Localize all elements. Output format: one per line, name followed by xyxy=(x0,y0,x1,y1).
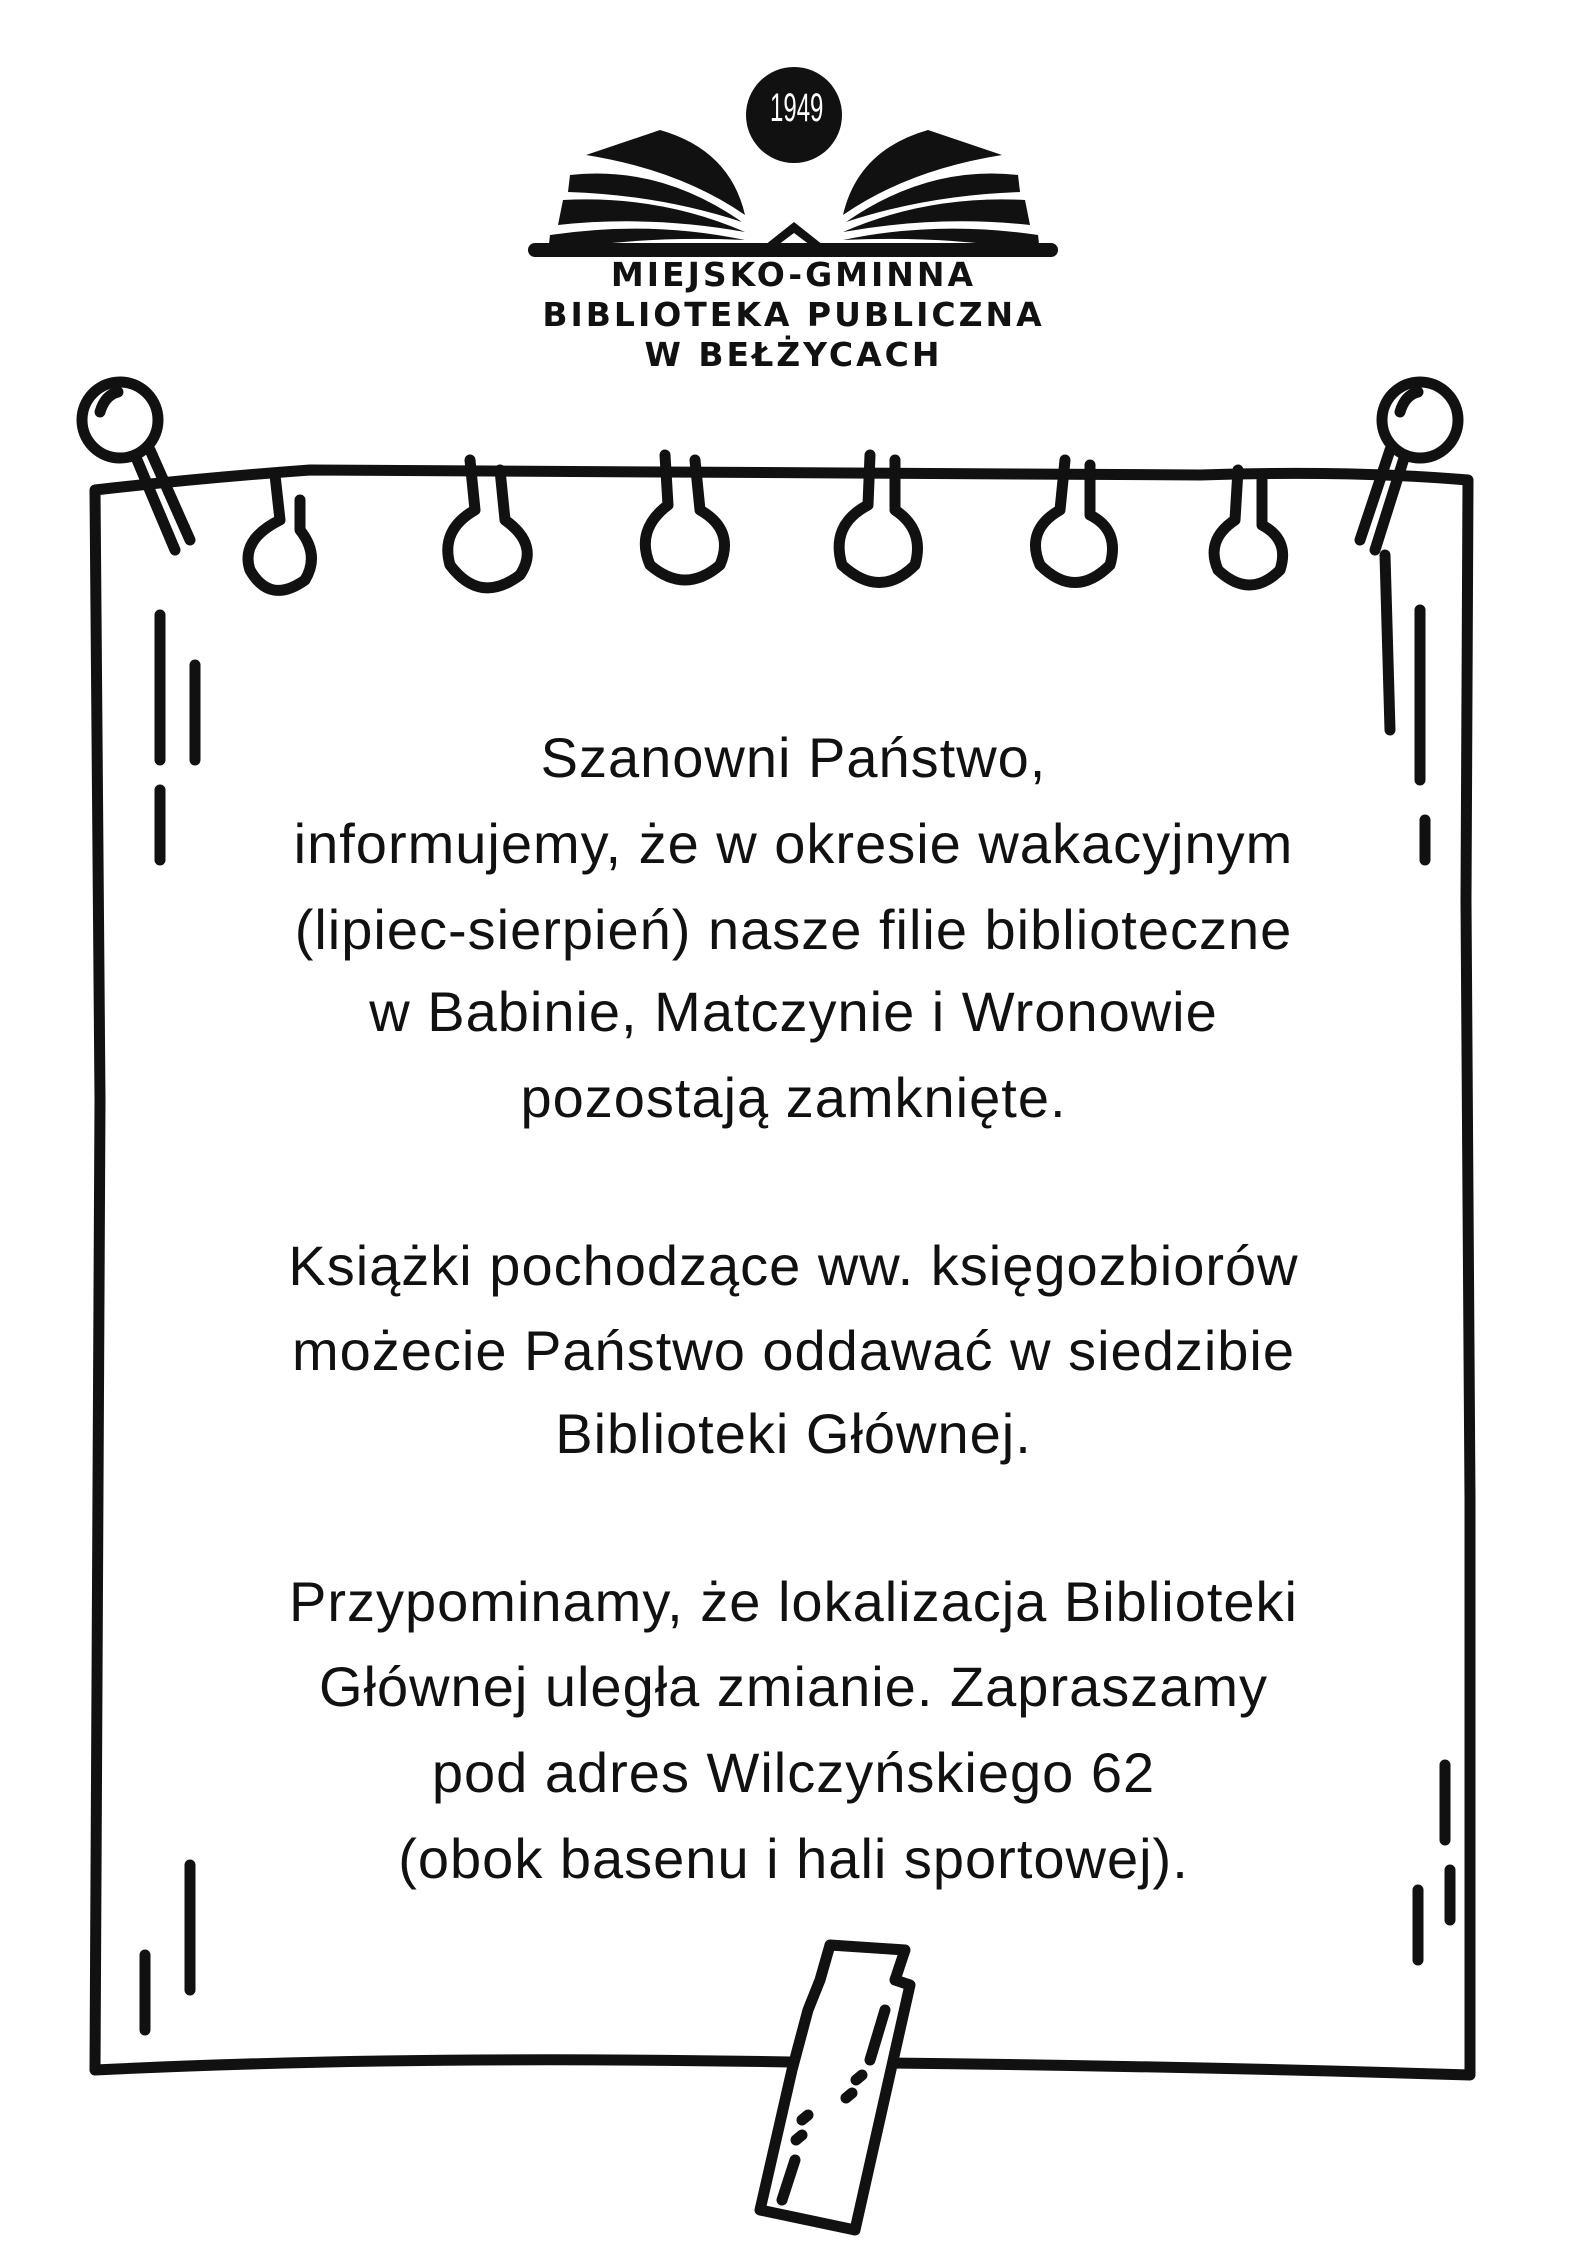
notice-text: Głównej uległa zmianie. Zapraszamy xyxy=(318,1655,1269,1718)
notice-text: w Babinie, Matczynie i Wronowie xyxy=(369,980,1218,1043)
notice-address: pod adres Wilczyńskiego 62 xyxy=(431,1741,1156,1804)
notice-text: Książki pochodzące ww. księgozbiorów xyxy=(288,1234,1299,1297)
logo-line-1: MIEJSKO-GMINNA xyxy=(610,255,977,294)
notice-text: Biblioteki Głównej. xyxy=(555,1402,1032,1465)
notice-text: Przypominamy, że lokalizacja Biblioteki xyxy=(289,1570,1298,1633)
notice-text: (obok basenu i hali sportowej). xyxy=(398,1827,1189,1890)
notice-text: możecie Państwo oddawać w siedzibie xyxy=(291,1319,1296,1382)
logo-line-3: W BEŁŻYCACH xyxy=(644,335,943,374)
logo-year: 1949 xyxy=(770,86,824,130)
notice-text: pozostają zamknięte. xyxy=(520,1066,1067,1129)
notice-text: (lipiec-sierpień) nasze filie biblioteczne xyxy=(294,898,1293,961)
notice-text: informujemy, że w okresie wakacyjnym xyxy=(293,812,1294,875)
notice-greeting: Szanowni Państwo, xyxy=(540,726,1047,789)
logo-line-2: BIBLIOTEKA PUBLICZNA xyxy=(542,295,1045,334)
